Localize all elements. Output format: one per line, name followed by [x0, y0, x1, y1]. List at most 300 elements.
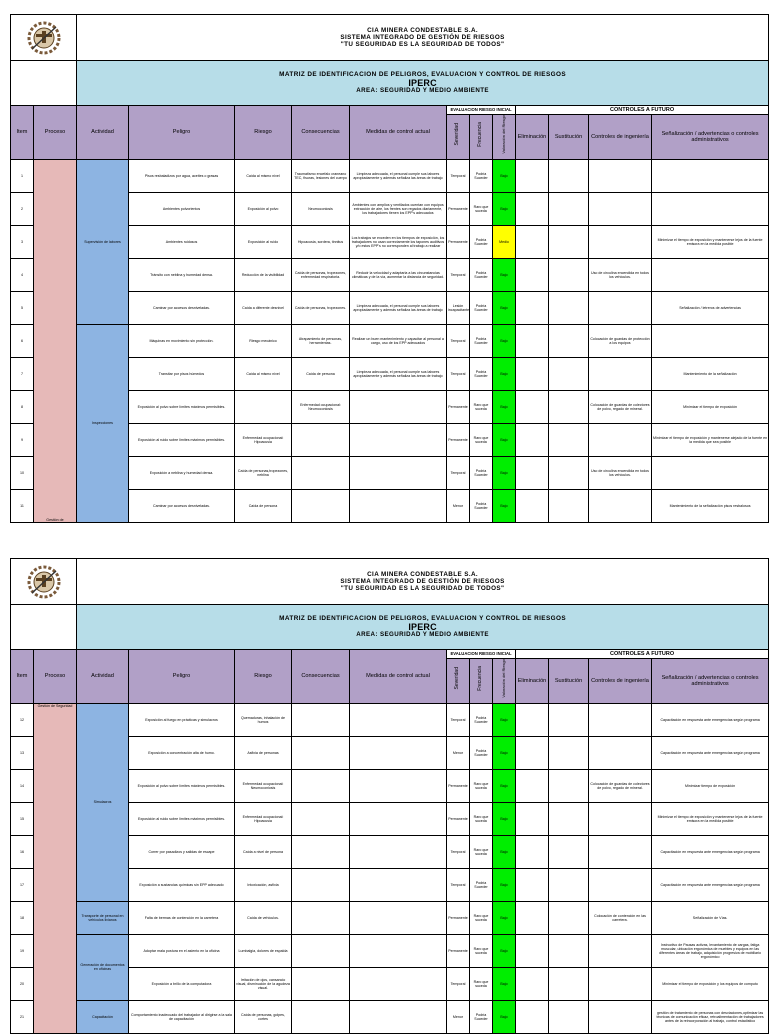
medidas-cell — [350, 423, 447, 456]
peligro-cell: Falta de bermas de contención en la carretera — [129, 901, 235, 934]
ingenieria-cell — [589, 802, 652, 835]
medidas-cell: Limpieza adecuada, el personal cumple sus labores apropiadamente y además señaliza las áreas de trabajo — [350, 291, 447, 324]
senalizacion-cell: gestión de tratamiento de personas con desviaciones,optimizar las técnicas de comunicación eficaz, retroalimentación de trabajadores antes de la reincorporación al trabajo, control estadístico — [652, 1000, 769, 1033]
item-cell: 10 — [11, 456, 34, 489]
medidas-cell: Los trabajos se exceden en los tiempos de exposición, los trabajadores no usan correctamente los tapones auditivos y/o estos EPP's no corresponden al trabajo a realizar — [350, 225, 447, 258]
riesgo-cell: Caída a diferente desnivel — [235, 291, 292, 324]
eliminacion-cell — [516, 868, 549, 901]
valoracion-badge: Bajo — [493, 703, 516, 736]
senalizacion-cell: Señalización / letreros de advertencias — [652, 291, 769, 324]
valoracion-badge: Bajo — [493, 159, 516, 192]
severidad-cell: Temporal — [447, 324, 470, 357]
ingenieria-cell: Colocación de contención en las carretera. — [589, 901, 652, 934]
peligro-cell: Comportamiento inadecuado del trabajador al dirigirse a la sala de capacitación — [129, 1000, 235, 1033]
sustitucion-cell — [549, 868, 589, 901]
peligro-cell: Exposición al polvo sobre límites máximos permisibles. — [129, 390, 235, 423]
frecuencia-cell: Podría Suceder — [470, 456, 493, 489]
consecuencias-cell: Caída de personas, tropezones. — [292, 291, 350, 324]
item-cell: 8 — [11, 390, 34, 423]
peligro-cell: Tránsito con neblina y humedad densa. — [129, 258, 235, 291]
table-row — [11, 934, 769, 967]
eliminacion-cell — [516, 835, 549, 868]
ingenieria-cell — [589, 423, 652, 456]
col-actividad: Actividad — [77, 106, 129, 160]
iperc-table-page-1 — [10, 14, 769, 523]
consecuencias-cell — [292, 967, 350, 1000]
riesgo-cell: Enfermedad ocupacional: Hipoacusia — [235, 423, 292, 456]
senalizacion-cell: Minimizar el tiempo de exposición y mantenerse lejos de la fuente emisora en la medida posible — [652, 225, 769, 258]
col-eliminacion: Eliminación — [516, 115, 549, 160]
col-consecuencias: Consecuencias — [292, 650, 350, 704]
valoracion-badge: Bajo — [493, 192, 516, 225]
valoracion-badge: Bajo — [493, 901, 516, 934]
col-actividad: Actividad — [77, 650, 129, 704]
col-peligro: Peligro — [129, 650, 235, 704]
sustitucion-cell — [549, 390, 589, 423]
col-sustitucion: Sustitución — [549, 659, 589, 704]
peligro-cell: Exposición a sustancias químicas sin EPP adecuado — [129, 868, 235, 901]
col-ingenieria: Controles de ingeniería — [589, 659, 652, 704]
table-row — [11, 324, 769, 357]
medidas-cell: Limpieza adecuada, el personal cumple sus labores apropiadamente y además señaliza las áreas de trabajo — [350, 357, 447, 390]
severidad-cell: Temporal — [447, 967, 470, 1000]
ingenieria-cell: Uso de circulina encendida en todos los vehículos. — [589, 258, 652, 291]
riesgo-cell — [235, 390, 292, 423]
sustitucion-cell — [549, 835, 589, 868]
col-sustitucion: Sustitución — [549, 115, 589, 160]
col-senalizacion: Señalización / advertencias o controles administrativos — [652, 659, 769, 704]
medidas-cell: Realizar un buen mantenimiento y capacitar al personal a cargo, uso de los EPP adecuados — [350, 324, 447, 357]
valoracion-badge: Bajo — [493, 736, 516, 769]
actividad-cell: Capacitación — [77, 1000, 129, 1033]
riesgo-cell: Caída a nivel de persona — [235, 835, 292, 868]
sustitucion-cell — [549, 703, 589, 736]
senalizacion-cell — [652, 324, 769, 357]
senalizacion-cell: Minimizar el tiempo de exposición — [652, 390, 769, 423]
ingenieria-cell — [589, 291, 652, 324]
col-evaluacion: EVALUACION RIESGO INICIAL — [447, 106, 516, 115]
consecuencias-cell: Traumatismo encefalo craneano TEC, fisuras, lesiones del cuerpo — [292, 159, 350, 192]
actividad-cell: Inspecciones — [77, 324, 129, 522]
riesgo-cell: Quemaduras, inhalación de humos — [235, 703, 292, 736]
ingenieria-cell — [589, 225, 652, 258]
valoracion-badge: Bajo — [493, 489, 516, 522]
sustitucion-cell — [549, 967, 589, 1000]
company-title-cell — [77, 559, 769, 605]
iperc-sheet-page-1 — [10, 14, 768, 522]
col-item: Item — [11, 106, 34, 160]
ingenieria-cell — [589, 736, 652, 769]
peligro-cell: Ambientes polvorientos — [129, 192, 235, 225]
item-cell: 7 — [11, 357, 34, 390]
item-cell: 19 — [11, 934, 34, 967]
ingenieria-cell — [589, 192, 652, 225]
senalizacion-cell: Minimizar el tiempo de exposición y mantenerse alejado de la fuente en la medida que sea posible — [652, 423, 769, 456]
sustitucion-cell — [549, 456, 589, 489]
medidas-cell — [350, 934, 447, 967]
frecuencia-cell: Raro que suceda — [470, 835, 493, 868]
actividad-cell: Generación de documentos en oficinas — [77, 934, 129, 1000]
consecuencias-cell — [292, 1000, 350, 1033]
col-peligro: Peligro — [129, 106, 235, 160]
severidad-cell: Permanente — [447, 901, 470, 934]
sustitucion-cell — [549, 357, 589, 390]
item-cell: 1 — [11, 159, 34, 192]
peligro-cell: Exposición a neblina y humedad densa. — [129, 456, 235, 489]
peligro-cell: Exposición al fuego en prácticas y simulacros — [129, 703, 235, 736]
eliminacion-cell — [516, 489, 549, 522]
riesgo-cell: Riesgo mecánico — [235, 324, 292, 357]
severidad-cell: Temporal — [447, 258, 470, 291]
severidad-cell: Menor — [447, 489, 470, 522]
sustitucion-cell — [549, 192, 589, 225]
ingenieria-cell — [589, 703, 652, 736]
medidas-cell — [350, 703, 447, 736]
actividad-cell: Supervisión de labores — [77, 159, 129, 324]
valoracion-badge: Bajo — [493, 967, 516, 1000]
medidas-cell — [350, 769, 447, 802]
ingenieria-cell — [589, 1000, 652, 1033]
sustitucion-cell — [549, 802, 589, 835]
senalizacion-cell: Minimizar el tiempo de exposición y mantenerse lejos de la fuente emisora en la medida posible — [652, 802, 769, 835]
col-severidad: Severidad — [447, 659, 470, 704]
area-label: AREA: SEGURIDAD Y MEDIO AMBIENTE — [356, 87, 489, 95]
peligro-cell: Exposición al ruido sobre límites máximos permisibles. — [129, 802, 235, 835]
table-row — [11, 901, 769, 934]
medidas-cell — [350, 802, 447, 835]
col-consecuencias: Consecuencias — [292, 106, 350, 160]
medidas-cell — [350, 835, 447, 868]
eliminacion-cell — [516, 159, 549, 192]
sustitucion-cell — [549, 769, 589, 802]
frecuencia-cell: Raro que suceda — [470, 192, 493, 225]
severidad-cell: Permanente — [447, 802, 470, 835]
eliminacion-cell — [516, 324, 549, 357]
consecuencias-cell — [292, 934, 350, 967]
sustitucion-cell — [549, 159, 589, 192]
consecuencias-cell — [292, 489, 350, 522]
frecuencia-cell: Podría Suceder — [470, 1000, 493, 1033]
area-label: AREA: SEGURIDAD Y MEDIO AMBIENTE — [356, 631, 489, 639]
frecuencia-cell: Podría Suceder — [470, 357, 493, 390]
frecuencia-cell: Podría Suceder — [470, 324, 493, 357]
severidad-cell: Temporal — [447, 868, 470, 901]
consecuencias-cell — [292, 736, 350, 769]
consecuencias-cell — [292, 901, 350, 934]
eliminacion-cell — [516, 802, 549, 835]
consecuencias-cell — [292, 703, 350, 736]
slogan: "TU SEGURIDAD ES LA SEGURIDAD DE TODOS" — [340, 585, 505, 593]
riesgo-cell: Caída de personas, golpes, cortes — [235, 1000, 292, 1033]
item-cell: 4 — [11, 258, 34, 291]
peligro-cell: Exposición al ruido sobre límites máximos permisibles. — [129, 423, 235, 456]
eliminacion-cell — [516, 769, 549, 802]
col-riesgo: Riesgo — [235, 650, 292, 704]
severidad-cell: Temporal — [447, 456, 470, 489]
frecuencia-cell: Raro que suceda — [470, 901, 493, 934]
table-row — [11, 1000, 769, 1033]
consecuencias-cell: Neumoconiosis — [292, 192, 350, 225]
frecuencia-cell: Podría Suceder — [470, 736, 493, 769]
ingenieria-cell — [589, 159, 652, 192]
senalizacion-cell: Capacitación en respuesta ante emergencias según programa — [652, 868, 769, 901]
valoracion-badge: Medio — [493, 225, 516, 258]
col-frecuencia: Frecuencia — [470, 115, 493, 160]
proceso-cell: Gestión de Seguridad — [34, 703, 77, 1033]
peligro-cell: Adoptar mala postura en el asiento en la oficina — [129, 934, 235, 967]
severidad-cell: Temporal — [447, 159, 470, 192]
eliminacion-cell — [516, 390, 549, 423]
table-row — [11, 703, 769, 736]
severidad-cell: Permanente — [447, 390, 470, 423]
severidad-cell: Temporal — [447, 835, 470, 868]
col-proceso: Proceso — [34, 650, 77, 704]
eliminacion-cell — [516, 901, 549, 934]
medidas-cell: Ambientes con amplios y ventilados cuentan con equipos extracción de aire, los frentes son regados diariamente, los trabajadores tienen los EPP's adecuados — [350, 192, 447, 225]
severidad-cell: Permanente — [447, 934, 470, 967]
company-name: CIA MINERA CONDESTABLE S.A. — [367, 570, 479, 578]
riesgo-cell: Reducción de la visibilidad — [235, 258, 292, 291]
eliminacion-cell — [516, 423, 549, 456]
valoracion-badge: Bajo — [493, 456, 516, 489]
ingenieria-cell — [589, 357, 652, 390]
col-severidad: Severidad — [447, 115, 470, 160]
frecuencia-cell: Raro que suceda — [470, 967, 493, 1000]
col-riesgo: Riesgo — [235, 106, 292, 160]
frecuencia-cell: Podría Suceder — [470, 489, 493, 522]
item-cell: 13 — [11, 736, 34, 769]
eliminacion-cell — [516, 225, 549, 258]
col-controles-futuro: CONTROLES A FUTURO — [516, 106, 769, 115]
item-cell: 21 — [11, 1000, 34, 1033]
item-cell: 16 — [11, 835, 34, 868]
col-senalizacion: Señalización / advertencias o controles administrativos — [652, 115, 769, 160]
sustitucion-cell — [549, 291, 589, 324]
item-cell: 6 — [11, 324, 34, 357]
valoracion-badge: Bajo — [493, 423, 516, 456]
col-controles-futuro: CONTROLES A FUTURO — [516, 650, 769, 659]
ingenieria-cell — [589, 835, 652, 868]
peligro-cell: Caminar por accesos desniveladas. — [129, 489, 235, 522]
peligro-cell: Ambientes ruidosos — [129, 225, 235, 258]
frecuencia-cell: Podría Suceder — [470, 703, 493, 736]
consecuencias-cell — [292, 835, 350, 868]
item-cell: 18 — [11, 901, 34, 934]
medidas-cell — [350, 967, 447, 1000]
proceso-cell: Gestión de — [34, 159, 77, 522]
severidad-cell: Temporal — [447, 357, 470, 390]
blank-cell — [11, 61, 77, 106]
consecuencias-cell: Enfermedad ocupacional: Neumoconiosis — [292, 390, 350, 423]
slogan: "TU SEGURIDAD ES LA SEGURIDAD DE TODOS" — [340, 41, 505, 49]
valoracion-badge: Bajo — [493, 835, 516, 868]
ingenieria-cell: Colocación de guardas de colectores de polvo, regado de mineral. — [589, 769, 652, 802]
consecuencias-cell: Caída de personas, tropezones, enfermedad respiratoria. — [292, 258, 350, 291]
frecuencia-cell: Raro que suceda — [470, 423, 493, 456]
company-logo-cell — [11, 559, 77, 605]
valoracion-badge: Bajo — [493, 802, 516, 835]
medidas-cell — [350, 489, 447, 522]
valoracion-badge: Bajo — [493, 390, 516, 423]
peligro-cell: Correr por pasadizos y salidas de escape — [129, 835, 235, 868]
consecuencias-cell — [292, 769, 350, 802]
col-eliminacion: Eliminación — [516, 659, 549, 704]
system-name: SISTEMA INTEGRADO DE GESTIÓN DE RIESGOS — [340, 577, 505, 585]
medidas-cell: Reducir la velocidad y adaptarla a las circunstancias climáticas y de la vía, aumentar la distancia de seguridad. — [350, 258, 447, 291]
senalizacion-cell: Minimizar tiempo de exposición — [652, 769, 769, 802]
frecuencia-cell: Podría Suceder — [470, 868, 493, 901]
col-medidas: Medidas de control actual — [350, 106, 447, 160]
frecuencia-cell: Podría Suceder — [470, 258, 493, 291]
peligro-cell: Caminar por accesos desniveladas. — [129, 291, 235, 324]
valoracion-badge: Bajo — [493, 291, 516, 324]
item-cell: 5 — [11, 291, 34, 324]
frecuencia-cell: Raro que suceda — [470, 802, 493, 835]
riesgo-cell: Caída al mismo nivel — [235, 357, 292, 390]
frecuencia-cell: Podría Suceder — [470, 159, 493, 192]
severidad-cell: Permanente — [447, 225, 470, 258]
eliminacion-cell — [516, 736, 549, 769]
riesgo-cell: Caída de personas,tropezones, neblina — [235, 456, 292, 489]
consecuencias-cell — [292, 456, 350, 489]
eliminacion-cell — [516, 934, 549, 967]
valoracion-badge: Bajo — [493, 868, 516, 901]
peligro-cell: Exposición a concentración alta de humo. — [129, 736, 235, 769]
matrix-short: IPERC — [408, 78, 437, 89]
medidas-cell — [350, 736, 447, 769]
col-valoracion: Valoración del Riesgo — [493, 115, 516, 160]
matrix-title-cell — [77, 605, 769, 650]
severidad-cell: Menor — [447, 736, 470, 769]
iperc-sheet-page-2 — [10, 558, 768, 1024]
senalizacion-cell — [652, 456, 769, 489]
peligro-cell: Pisos resbaladizos por agua, aceites o grasas — [129, 159, 235, 192]
senalizacion-cell: Minimizar el tiempo de exposición y los equipos de computo — [652, 967, 769, 1000]
item-cell: 12 — [11, 703, 34, 736]
frecuencia-cell: Podría Suceder — [470, 225, 493, 258]
matrix-short: IPERC — [408, 622, 437, 633]
item-cell: 17 — [11, 868, 34, 901]
riesgo-cell: Caída al mismo nivel — [235, 159, 292, 192]
col-medidas: Medidas de control actual — [350, 650, 447, 704]
eliminacion-cell — [516, 703, 549, 736]
frecuencia-cell: Raro que suceda — [470, 934, 493, 967]
medidas-cell — [350, 1000, 447, 1033]
peligro-cell: Transitar por pisos húmedos — [129, 357, 235, 390]
severidad-cell: Permanente — [447, 769, 470, 802]
table-row — [11, 159, 769, 192]
eliminacion-cell — [516, 1000, 549, 1033]
actividad-cell: Simulacros — [77, 703, 129, 901]
eliminacion-cell — [516, 967, 549, 1000]
ingenieria-cell: Colocación de guardas de protección a los equipos — [589, 324, 652, 357]
severidad-cell: Temporal — [447, 703, 470, 736]
col-proceso: Proceso — [34, 106, 77, 160]
ingenieria-cell — [589, 489, 652, 522]
riesgo-cell: Caída de persona — [235, 489, 292, 522]
valoracion-badge: Bajo — [493, 769, 516, 802]
eliminacion-cell — [516, 258, 549, 291]
riesgo-cell: Enfermedad ocupacional: Neumoconiosis — [235, 769, 292, 802]
valoracion-badge: Bajo — [493, 357, 516, 390]
peligro-cell: Máquinas en movimiento sin protección. — [129, 324, 235, 357]
valoracion-badge: Bajo — [493, 324, 516, 357]
item-cell: 15 — [11, 802, 34, 835]
severidad-cell: Permanente — [447, 423, 470, 456]
valoracion-badge: Bajo — [493, 1000, 516, 1033]
consecuencias-cell: Atrapamiento de personas, herramientas. — [292, 324, 350, 357]
sustitucion-cell — [549, 324, 589, 357]
actividad-cell: Transporte de personal en vehículos livianos — [77, 901, 129, 934]
senalizacion-cell: Instructivo de Pausas activas, levantamiento de cargas, fatiga muscular, ubicación ergonómica de muebles y equipos en las diferentes áreas de trabajo, adquisición progresiva de mobiliario ergonómico — [652, 934, 769, 967]
medidas-cell: Limpieza adecuada, el personal cumple sus labores apropiadamente y además señaliza las áreas de trabajo — [350, 159, 447, 192]
peligro-cell: Exposición al polvo sobre límites máximos permisibles. — [129, 769, 235, 802]
item-cell: 3 — [11, 225, 34, 258]
item-cell: 9 — [11, 423, 34, 456]
consecuencias-cell — [292, 802, 350, 835]
eliminacion-cell — [516, 456, 549, 489]
senalizacion-cell: Mantenimiento de la señalización — [652, 357, 769, 390]
peligro-cell: Exposición a brillo de la computadora — [129, 967, 235, 1000]
senalizacion-cell — [652, 258, 769, 291]
medidas-cell — [350, 456, 447, 489]
matrix-title: MATRIZ DE IDENTIFICACION DE PELIGROS, EVALUACION Y CONTROL DE RIESGOS — [279, 614, 567, 622]
matrix-title: MATRIZ DE IDENTIFICACION DE PELIGROS, EVALUACION Y CONTROL DE RIESGOS — [279, 70, 567, 78]
eliminacion-cell — [516, 192, 549, 225]
col-ingenieria: Controles de ingeniería — [589, 115, 652, 160]
severidad-cell: Lesión incapacitante — [447, 291, 470, 324]
company-logo-icon — [12, 563, 75, 601]
sustitucion-cell — [549, 934, 589, 967]
item-cell: 2 — [11, 192, 34, 225]
riesgo-cell: Caída de vehículos. — [235, 901, 292, 934]
riesgo-cell: Asfixia de personas — [235, 736, 292, 769]
col-item: Item — [11, 650, 34, 704]
col-valoracion: Valoración del Riesgo — [493, 659, 516, 704]
iperc-rows-page-2 — [11, 703, 769, 1033]
consecuencias-cell: Caída de persona — [292, 357, 350, 390]
ingenieria-cell: Uso de circulina encendida en todos los vehículos. — [589, 456, 652, 489]
sustitucion-cell — [549, 901, 589, 934]
sustitucion-cell — [549, 423, 589, 456]
senalizacion-cell: Mantenimiento de la señalización pisos resbalosos — [652, 489, 769, 522]
eliminacion-cell — [516, 291, 549, 324]
senalizacion-cell: Capacitación en respuesta ante emergencias según programa — [652, 835, 769, 868]
sustitucion-cell — [549, 225, 589, 258]
matrix-title-cell — [77, 61, 769, 106]
ingenieria-cell — [589, 868, 652, 901]
senalizacion-cell: Capacitación en respuesta ante emergencias según programa — [652, 736, 769, 769]
riesgo-cell: Lumbalgia, dolores de espalda — [235, 934, 292, 967]
item-cell: 20 — [11, 967, 34, 1000]
company-logo-icon — [12, 19, 75, 57]
ingenieria-cell — [589, 934, 652, 967]
item-cell: 11 — [11, 489, 34, 522]
severidad-cell: Menor — [447, 1000, 470, 1033]
sustitucion-cell — [549, 1000, 589, 1033]
consecuencias-cell — [292, 423, 350, 456]
company-logo-cell — [11, 15, 77, 61]
medidas-cell — [350, 901, 447, 934]
medidas-cell — [350, 868, 447, 901]
riesgo-cell: Intoxicación, asfixia — [235, 868, 292, 901]
iperc-table-page-2 — [10, 558, 769, 1034]
company-title-cell — [77, 15, 769, 61]
severidad-cell: Permanente — [447, 192, 470, 225]
frecuencia-cell: Raro que suceda — [470, 769, 493, 802]
frecuencia-cell: Podría Suceder — [470, 291, 493, 324]
sustitucion-cell — [549, 258, 589, 291]
